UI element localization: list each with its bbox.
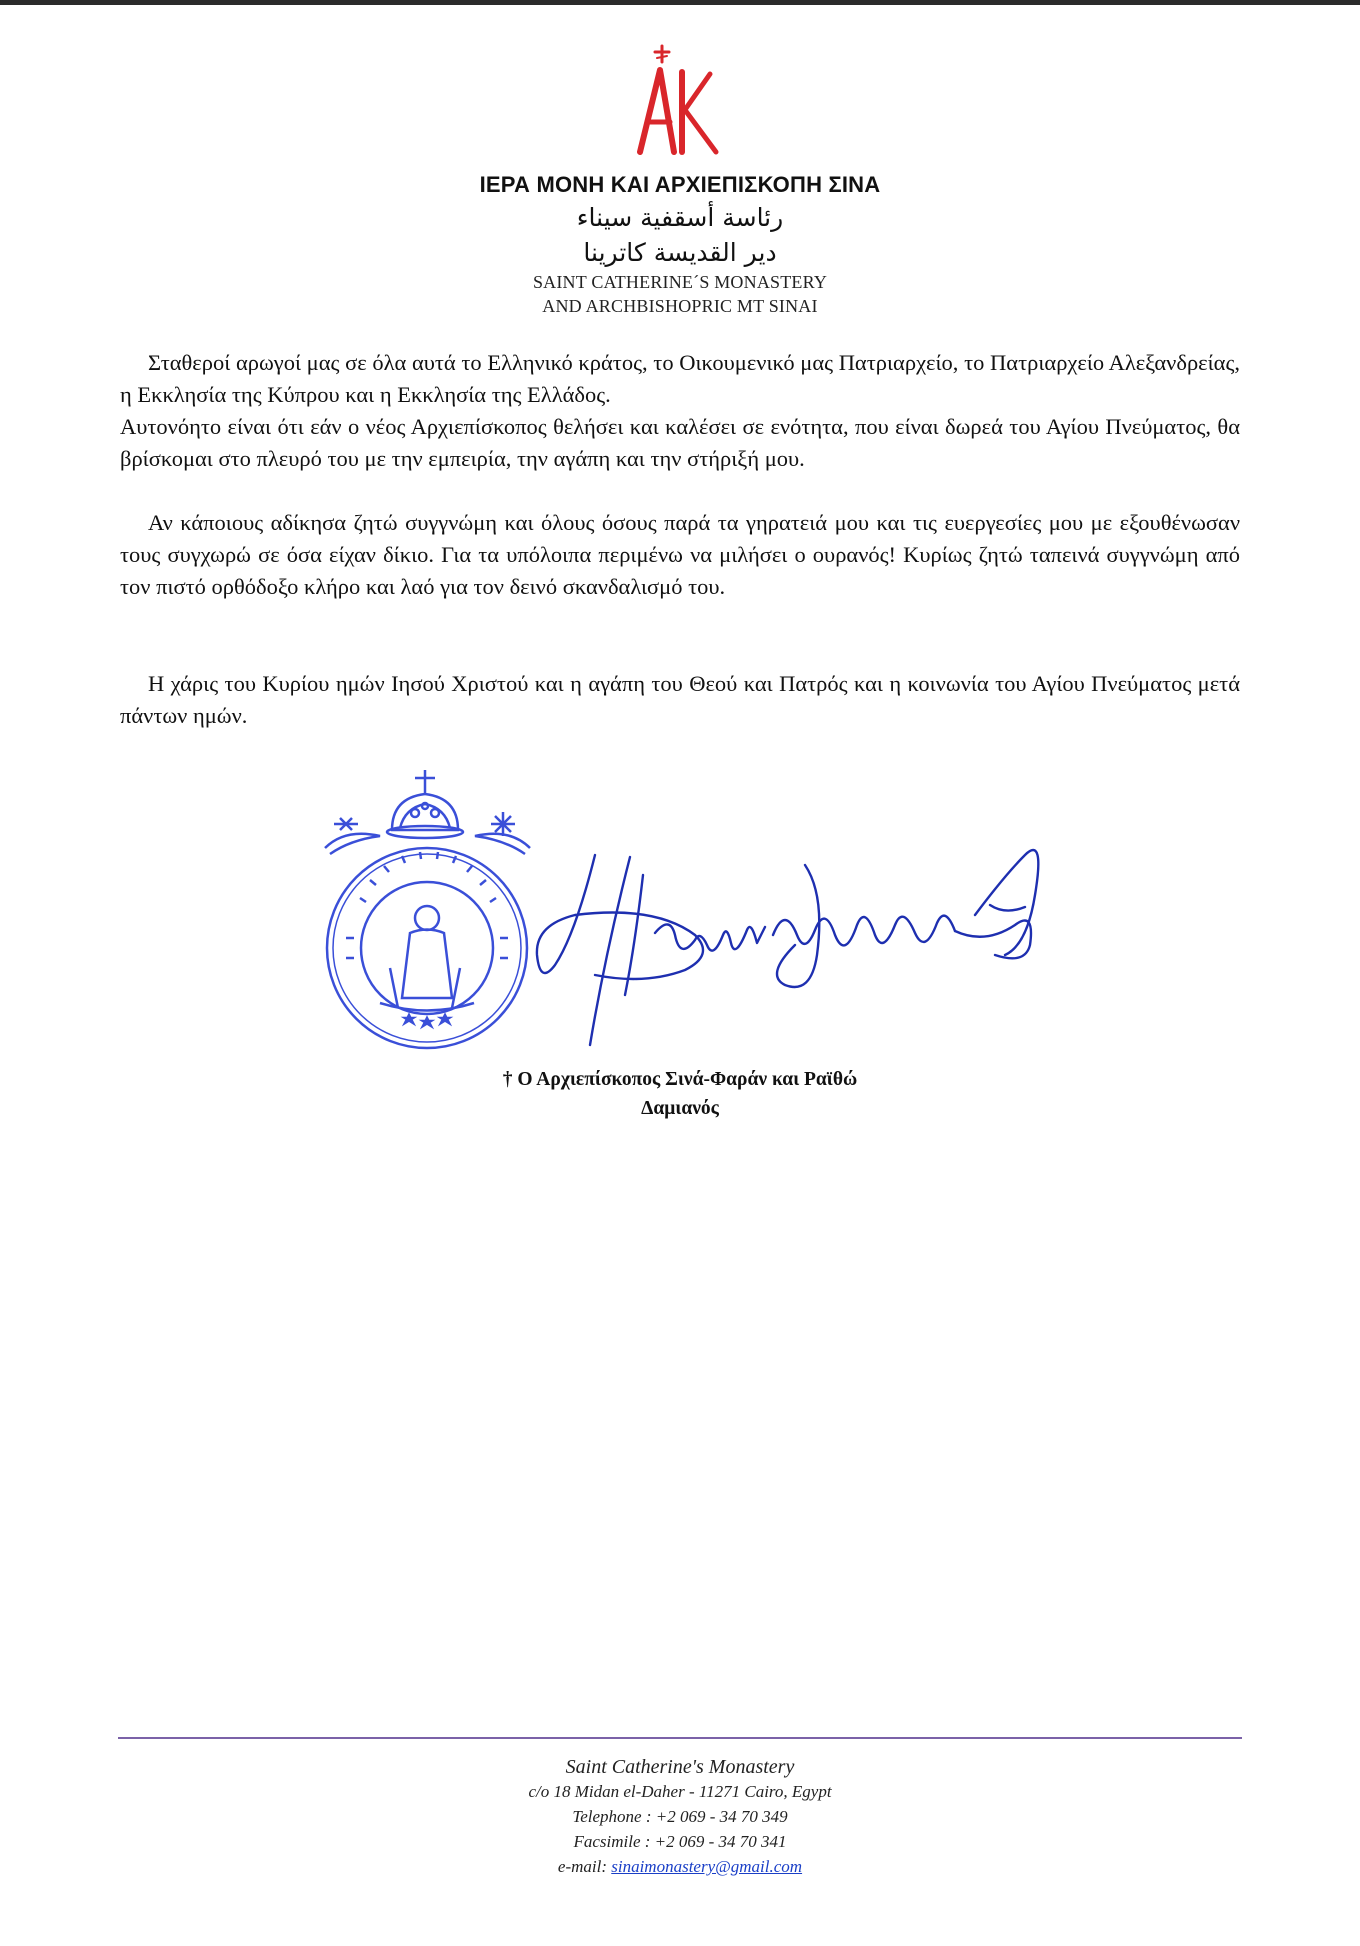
paragraph-2	[120, 507, 1240, 603]
paragraph-3	[120, 668, 1240, 732]
footer-facsimile: Facsimile : +2 069 - 34 70 341	[573, 1832, 787, 1851]
monastery-arabic-line-2: دير القديسة كاترينا	[583, 238, 777, 267]
handwritten-signature-icon	[535, 835, 1065, 1075]
top-border	[0, 0, 1360, 5]
footer-line-2: c/o 18 Midan el-Daher - 11271 Cairo, Egypt	[528, 1782, 832, 1801]
footer-telephone: Telephone : +2 069 - 34 70 349	[572, 1807, 788, 1826]
monastery-greek-title: ΙΕΡΑ ΜΟΝΗ ΚΑΙ ΑΡΧΙΕΠΙΣΚΟΠΗ ΣΙΝΑ	[479, 172, 881, 197]
footer-email-label: e-mail:	[557, 1857, 607, 1876]
monastery-english-line-1: SAINT CATHERINE´S MONASTERY	[532, 272, 828, 292]
paragraph-1-line-2: Αυτονόητο είναι ότι εάν ο νέος Αρχιεπίσκοπος θελήσει και καλέσει σε ενότητα, που είναι δωρεά του Αγίου Πνεύματος, θα βρίσκομαι στο πλευρό του με την εμπειρία, την αγάπη και την στήριξή μου.	[120, 414, 1240, 471]
signature-title: † Ο Αρχιεπίσκοπος Σινά-Φαράν και Ραϊθώ	[502, 1069, 858, 1090]
paragraph-1	[120, 347, 1240, 475]
monastery-seal-icon	[320, 768, 535, 1063]
paragraph-3-text: Η χάρις του Κυρίου ημών Ιησού Χριστού και η αγάπη του Θεού και Πατρός και η κοινωνία του Αγίου Πνεύματος μετά πάντων ημών.	[120, 671, 1240, 728]
monastery-arabic-line-1: رئاسة أسقفية سيناء	[576, 203, 784, 232]
footer-email-row	[0, 1857, 1360, 1877]
paragraph-1-line-1: Σταθεροί αρωγοί μας σε όλα αυτά το Ελληνικό κράτος, το Οικουμενικό μας Πατριαρχείο, το Πατριαρχείο Αλεξανδρείας, η Εκκλησία της Κύπρου και η Εκκλησία της Ελλάδος.	[120, 350, 1240, 407]
paragraph-2-text: Αν κάποιους αδίκησα ζητώ συγγνώμη και όλους όσους παρά τα γηρατειά μου και τις ευεργεσίες μου με εξουθένωσαν τους συγχωρώ σε όσα είχαν δίκιο. Για τα υπόλοιπα περιμένω να μιλήσει ο ουρανός! Κυρίως ζητώ ταπεινά συγγνώμη από τον πιστό ορθόδοξο κλήρο και λαό για τον δεινό σκανδαλισμό του.	[120, 510, 1240, 599]
monogram-ak-icon	[630, 42, 720, 157]
signature-name: Δαμιανός	[641, 1098, 719, 1119]
footer-email-link[interactable]: sinaimonastery@gmail.com	[611, 1857, 803, 1876]
footer-line-1: Saint Catherine's Monastery	[565, 1756, 795, 1778]
footer-divider	[118, 1737, 1242, 1739]
monastery-english-line-2: AND ARCHBISHOPRIC MT SINAI	[542, 296, 818, 316]
